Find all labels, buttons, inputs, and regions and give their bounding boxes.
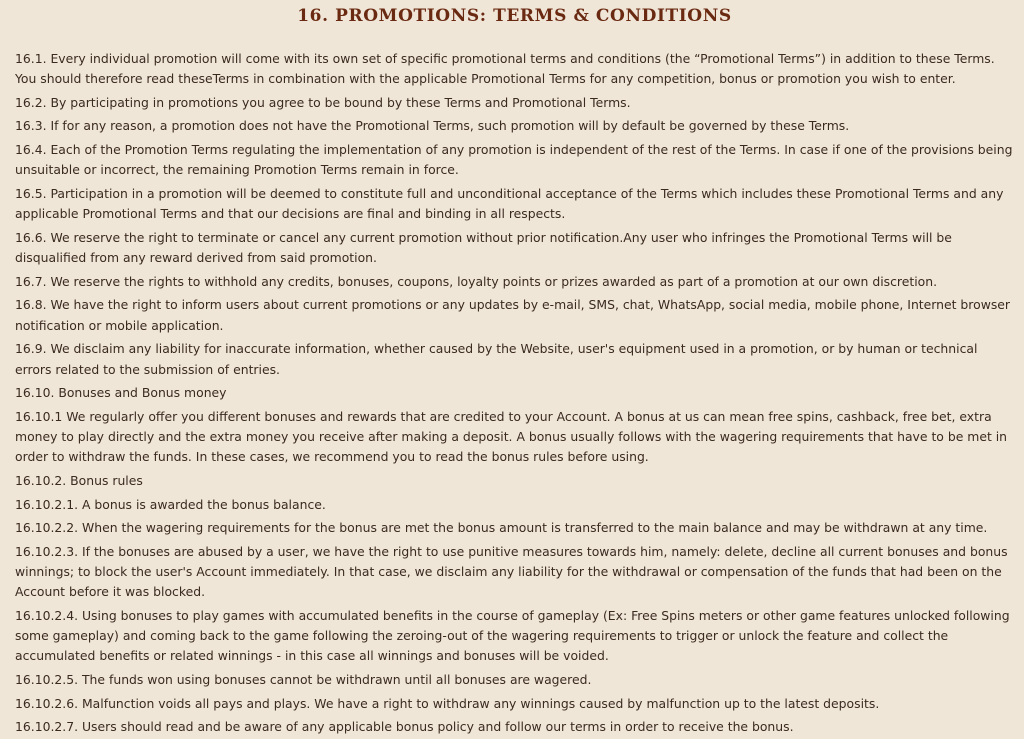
clause-16-10-2-6: 16.10.2.6. Malfunction voids all pays and plays. We have a right to withdraw any winnings caused by malfunction up to the latest deposits.: [15, 695, 880, 711]
clause-16-3: 16.3. If for any reason, a promotion does not have the Promotional Terms, such promotion will by default be governed by these Terms.: [15, 118, 850, 134]
clause-16-7: 16.7. We reserve the rights to withhold any credits, bonuses, coupons, loyalty points or prizes awarded as part of a promotion at our own discretion.: [15, 273, 938, 289]
clause-16-6: 16.6. We reserve the right to terminate or cancel any current promotion without prior notification.Any user who infringes the Promotional Terms will be disqualified from any reward derived from said promotion.: [15, 229, 952, 266]
clause-16-10-2-7: 16.10.2.7. Users should read and be aware of any applicable bonus policy and follow our terms in order to receive the bonus.: [15, 719, 794, 735]
clause-16-10-heading: 16.10. Bonuses and Bonus money: [15, 385, 227, 401]
clause-16-2: 16.2. By participating in promotions you agree to be bound by these Terms and Promotional Terms.: [15, 94, 631, 110]
clause-list: [15, 49, 1014, 738]
clause-16-10-2-5: 16.10.2.5. The funds won using bonuses cannot be withdrawn until all bonuses are wagered.: [15, 672, 592, 688]
clause-16-8: 16.8. We have the right to inform users about current promotions or any updates by e-mail, SMS, chat, WhatsApp, social media, mobile phone, Internet browser notification or mobile application.: [15, 297, 1011, 333]
page-title: 16. PROMOTIONS: TERMS & CONDITIONS: [297, 6, 732, 26]
clause-16-10-1: 16.10.1 We regularly offer you different bonuses and rewards that are credited to your Account. A bonus at us can mean free spins, cashback, free bet, extra money to play directly and the extra money you receive after making a deposit. A bonus usually follows with the wagering requirements that have to be met in order to withdraw the funds. In these cases, we recommend you to read the bonus rules before using.: [15, 408, 1008, 465]
clause-16-10-2-1: 16.10.2.1. A bonus is awarded the bonus balance.: [15, 496, 326, 512]
clause-16-10-2-2: 16.10.2.2. When the wagering requirements for the bonus are met the bonus amount is transferred to the main balance and may be withdrawn at any time.: [15, 520, 988, 536]
clause-16-1: 16.1. Every individual promotion will come with its own set of specific promotional terms and conditions (the “Promotional Terms”) in addition to these Terms. You should therefore read theseTerms in combination with the applicable Promotional Terms for any competition, bonus or promotion you wish to enter.: [15, 51, 995, 87]
clause-16-10-2-4: 16.10.2.4. Using bonuses to play games with accumulated benefits in the course of gameplay (Ex: Free Spins meters or other game features unlocked following some gameplay) and coming back to the game following the zeroing-out of the wagering requirements to trigger or unlock the feature and collect the accumulated benefits or related winnings - in this case all winnings and bonuses will be voided.: [15, 607, 1010, 664]
clause-16-9: 16.9. We disclaim any liability for inaccurate information, whether caused by the Website, user's equipment used in a promotion, or by human or technical errors related to the submission of entries.: [15, 341, 978, 377]
clause-16-10-2-3: 16.10.2.3. If the bonuses are abused by a user, we have the right to use punitive measures towards him, namely: delete, decline all current bonuses and bonus winnings; to block the user's Account immediately. In that case, we disclaim any liability for the withdrawal or compensation of the funds that had been on the Account before it was blocked.: [15, 543, 1008, 600]
clause-16-5: 16.5. Participation in a promotion will be deemed to constitute full and unconditional acceptance of the Terms which includes these Promotional Terms and any applicable Promotional Terms and that our decisions are final and binding in all respects.: [15, 185, 1004, 222]
clause-16-4: 16.4. Each of the Promotion Terms regulating the implementation of any promotion is independent of the rest of the Terms. In case if one of the provisions being unsuitable or incorrect, the remaining Promotion Terms remain in force.: [15, 142, 1013, 178]
clause-16-10-2-heading: 16.10.2. Bonus rules: [15, 472, 143, 488]
